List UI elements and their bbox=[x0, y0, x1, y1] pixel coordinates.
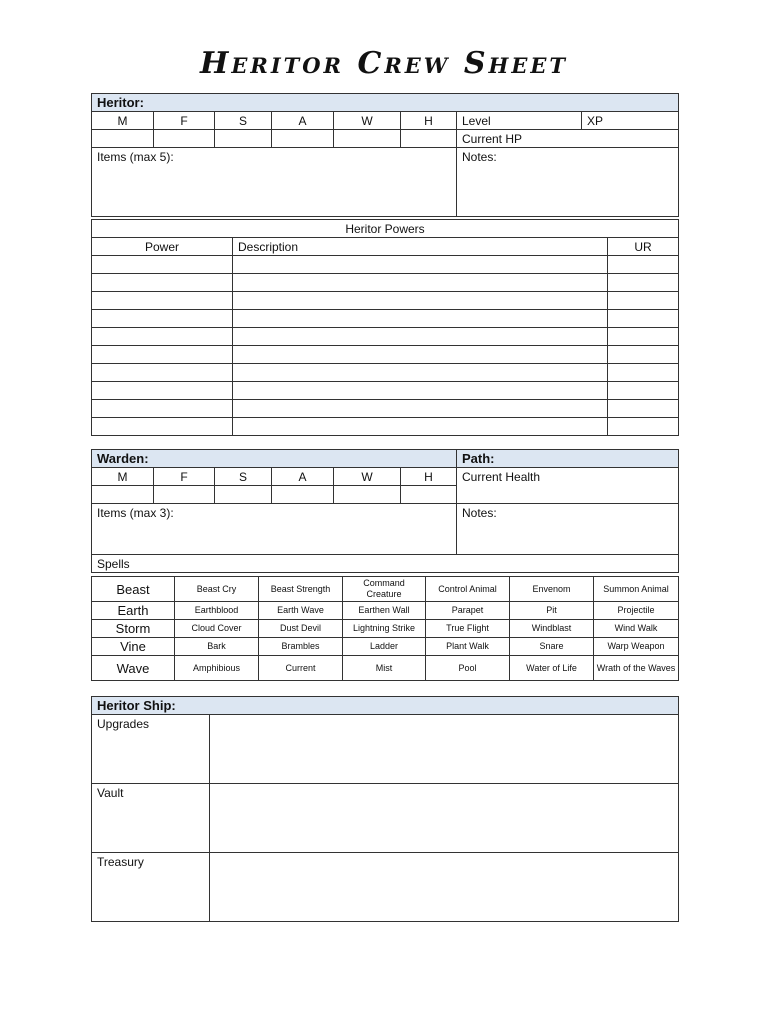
heritor-powers-table bbox=[91, 219, 679, 436]
ur-cell[interactable] bbox=[608, 364, 679, 382]
stat-label-w: W bbox=[334, 468, 401, 486]
spell-school: Earth bbox=[92, 602, 175, 620]
ur-cell[interactable] bbox=[608, 292, 679, 310]
spell-cell: Earthen Wall bbox=[343, 602, 426, 620]
spell-cell: Wind Walk bbox=[594, 620, 679, 638]
spell-cell: Warp Weapon bbox=[594, 638, 679, 656]
stat-label-m: M bbox=[92, 112, 154, 130]
spell-cell: Earth Wave bbox=[259, 602, 343, 620]
vault-label: Vault bbox=[92, 784, 210, 853]
spell-row-beast bbox=[92, 577, 679, 602]
table-row bbox=[92, 328, 679, 346]
treasury-field[interactable] bbox=[210, 853, 679, 922]
stat-value-m[interactable] bbox=[92, 486, 154, 504]
power-cell[interactable] bbox=[92, 382, 233, 400]
spell-row-wave bbox=[92, 656, 679, 681]
stat-label-s: S bbox=[215, 468, 272, 486]
description-cell[interactable] bbox=[233, 328, 608, 346]
power-cell[interactable] bbox=[92, 274, 233, 292]
spell-cell: Lightning Strike bbox=[343, 620, 426, 638]
ur-cell[interactable] bbox=[608, 382, 679, 400]
spell-cell: Earthblood bbox=[175, 602, 259, 620]
heritor-header: Heritor: bbox=[92, 94, 679, 112]
col-power: Power bbox=[92, 238, 233, 256]
ur-cell[interactable] bbox=[608, 346, 679, 364]
stat-value-m[interactable] bbox=[92, 130, 154, 148]
warden-header: Warden: bbox=[92, 450, 457, 468]
items-field[interactable] bbox=[92, 148, 457, 217]
stat-value-w[interactable] bbox=[334, 130, 401, 148]
power-cell[interactable] bbox=[92, 418, 233, 436]
description-cell[interactable] bbox=[233, 382, 608, 400]
stat-value-s[interactable] bbox=[215, 130, 272, 148]
stat-value-a[interactable] bbox=[272, 486, 334, 504]
stat-value-a[interactable] bbox=[272, 130, 334, 148]
notes-field[interactable] bbox=[457, 148, 679, 217]
vault-field[interactable] bbox=[210, 784, 679, 853]
spell-school: Wave bbox=[92, 656, 175, 681]
spell-cell: Current bbox=[259, 656, 343, 681]
spell-cell: Pit bbox=[510, 602, 594, 620]
table-row bbox=[92, 364, 679, 382]
spell-cell: Amphibious bbox=[175, 656, 259, 681]
ship-table bbox=[91, 696, 679, 922]
stat-label-f: F bbox=[154, 112, 215, 130]
spell-cell: Windblast bbox=[510, 620, 594, 638]
path-label: Path: bbox=[462, 451, 495, 466]
spell-cell: Control Animal bbox=[426, 577, 510, 602]
ur-cell[interactable] bbox=[608, 256, 679, 274]
spell-cell: Envenom bbox=[510, 577, 594, 602]
spell-cell: Dust Devil bbox=[259, 620, 343, 638]
notes-field[interactable] bbox=[457, 504, 679, 555]
warden-table bbox=[91, 449, 679, 573]
spells-title: Spells bbox=[92, 555, 679, 573]
current-health-field[interactable] bbox=[457, 468, 679, 504]
spell-cell: Brambles bbox=[259, 638, 343, 656]
notes-label: Notes: bbox=[462, 506, 497, 520]
power-cell[interactable] bbox=[92, 364, 233, 382]
description-cell[interactable] bbox=[233, 292, 608, 310]
stat-value-f[interactable] bbox=[154, 130, 215, 148]
table-row bbox=[92, 418, 679, 436]
spell-row-storm bbox=[92, 620, 679, 638]
table-row bbox=[92, 346, 679, 364]
notes-label: Notes: bbox=[462, 150, 497, 164]
stat-value-h[interactable] bbox=[401, 130, 457, 148]
description-cell[interactable] bbox=[233, 256, 608, 274]
stat-label-w: W bbox=[334, 112, 401, 130]
description-cell[interactable] bbox=[233, 418, 608, 436]
items-label: Items (max 3): bbox=[97, 506, 174, 520]
spell-cell: Command Creature bbox=[343, 577, 426, 602]
stat-value-h[interactable] bbox=[401, 486, 457, 504]
stat-label-a: A bbox=[272, 112, 334, 130]
table-row bbox=[92, 256, 679, 274]
spell-cell: Bark bbox=[175, 638, 259, 656]
stat-value-f[interactable] bbox=[154, 486, 215, 504]
spell-cell: True Flight bbox=[426, 620, 510, 638]
table-row bbox=[92, 382, 679, 400]
spell-cell: Mist bbox=[343, 656, 426, 681]
spell-cell: Wrath of the Waves bbox=[594, 656, 679, 681]
description-cell[interactable] bbox=[233, 346, 608, 364]
stat-value-s[interactable] bbox=[215, 486, 272, 504]
power-cell[interactable] bbox=[92, 310, 233, 328]
power-cell[interactable] bbox=[92, 256, 233, 274]
treasury-label: Treasury bbox=[92, 853, 210, 922]
spell-cell: Beast Cry bbox=[175, 577, 259, 602]
table-row bbox=[92, 292, 679, 310]
xp-label: XP bbox=[582, 112, 679, 130]
current-health-label: Current Health bbox=[462, 470, 541, 484]
col-ur: UR bbox=[608, 238, 679, 256]
spell-cell: Parapet bbox=[426, 602, 510, 620]
power-cell[interactable] bbox=[92, 292, 233, 310]
description-cell[interactable] bbox=[233, 310, 608, 328]
items-field[interactable] bbox=[92, 504, 457, 555]
current-hp-label: Current HP bbox=[457, 130, 679, 148]
ur-cell[interactable] bbox=[608, 328, 679, 346]
spell-cell: Beast Strength bbox=[259, 577, 343, 602]
spell-cell: Projectile bbox=[594, 602, 679, 620]
upgrades-field[interactable] bbox=[210, 715, 679, 784]
level-label: Level bbox=[457, 112, 582, 130]
ur-cell[interactable] bbox=[608, 310, 679, 328]
spell-row-earth bbox=[92, 602, 679, 620]
stat-label-a: A bbox=[272, 468, 334, 486]
stat-label-f: F bbox=[154, 468, 215, 486]
spell-cell: Plant Walk bbox=[426, 638, 510, 656]
stat-label-m: M bbox=[92, 468, 154, 486]
ur-cell[interactable] bbox=[608, 418, 679, 436]
table-row bbox=[92, 274, 679, 292]
ur-cell[interactable] bbox=[608, 274, 679, 292]
power-cell[interactable] bbox=[92, 346, 233, 364]
items-label: Items (max 5): bbox=[97, 150, 174, 164]
ur-cell[interactable] bbox=[608, 400, 679, 418]
spell-cell: Snare bbox=[510, 638, 594, 656]
table-row bbox=[92, 310, 679, 328]
spell-school: Vine bbox=[92, 638, 175, 656]
path-field[interactable] bbox=[457, 450, 679, 468]
spell-cell: Water of Life bbox=[510, 656, 594, 681]
spell-cell: Pool bbox=[426, 656, 510, 681]
power-cell[interactable] bbox=[92, 400, 233, 418]
col-description: Description bbox=[233, 238, 608, 256]
ship-header: Heritor Ship: bbox=[92, 697, 679, 715]
upgrades-label: Upgrades bbox=[92, 715, 210, 784]
heritor-table bbox=[91, 93, 679, 217]
stat-label-h: H bbox=[401, 468, 457, 486]
spell-row-vine bbox=[92, 638, 679, 656]
description-cell[interactable] bbox=[233, 364, 608, 382]
spell-cell: Summon Animal bbox=[594, 577, 679, 602]
description-cell[interactable] bbox=[233, 274, 608, 292]
spell-cell: Cloud Cover bbox=[175, 620, 259, 638]
power-cell[interactable] bbox=[92, 328, 233, 346]
spell-school: Storm bbox=[92, 620, 175, 638]
spell-school: Beast bbox=[92, 577, 175, 602]
powers-title: Heritor Powers bbox=[92, 220, 679, 238]
stat-label-h: H bbox=[401, 112, 457, 130]
table-row bbox=[92, 400, 679, 418]
page-title: Heritor Crew Sheet bbox=[200, 46, 568, 81]
spell-cell: Ladder bbox=[343, 638, 426, 656]
description-cell[interactable] bbox=[233, 400, 608, 418]
stat-label-s: S bbox=[215, 112, 272, 130]
spells-table bbox=[91, 576, 679, 681]
stat-value-w[interactable] bbox=[334, 486, 401, 504]
